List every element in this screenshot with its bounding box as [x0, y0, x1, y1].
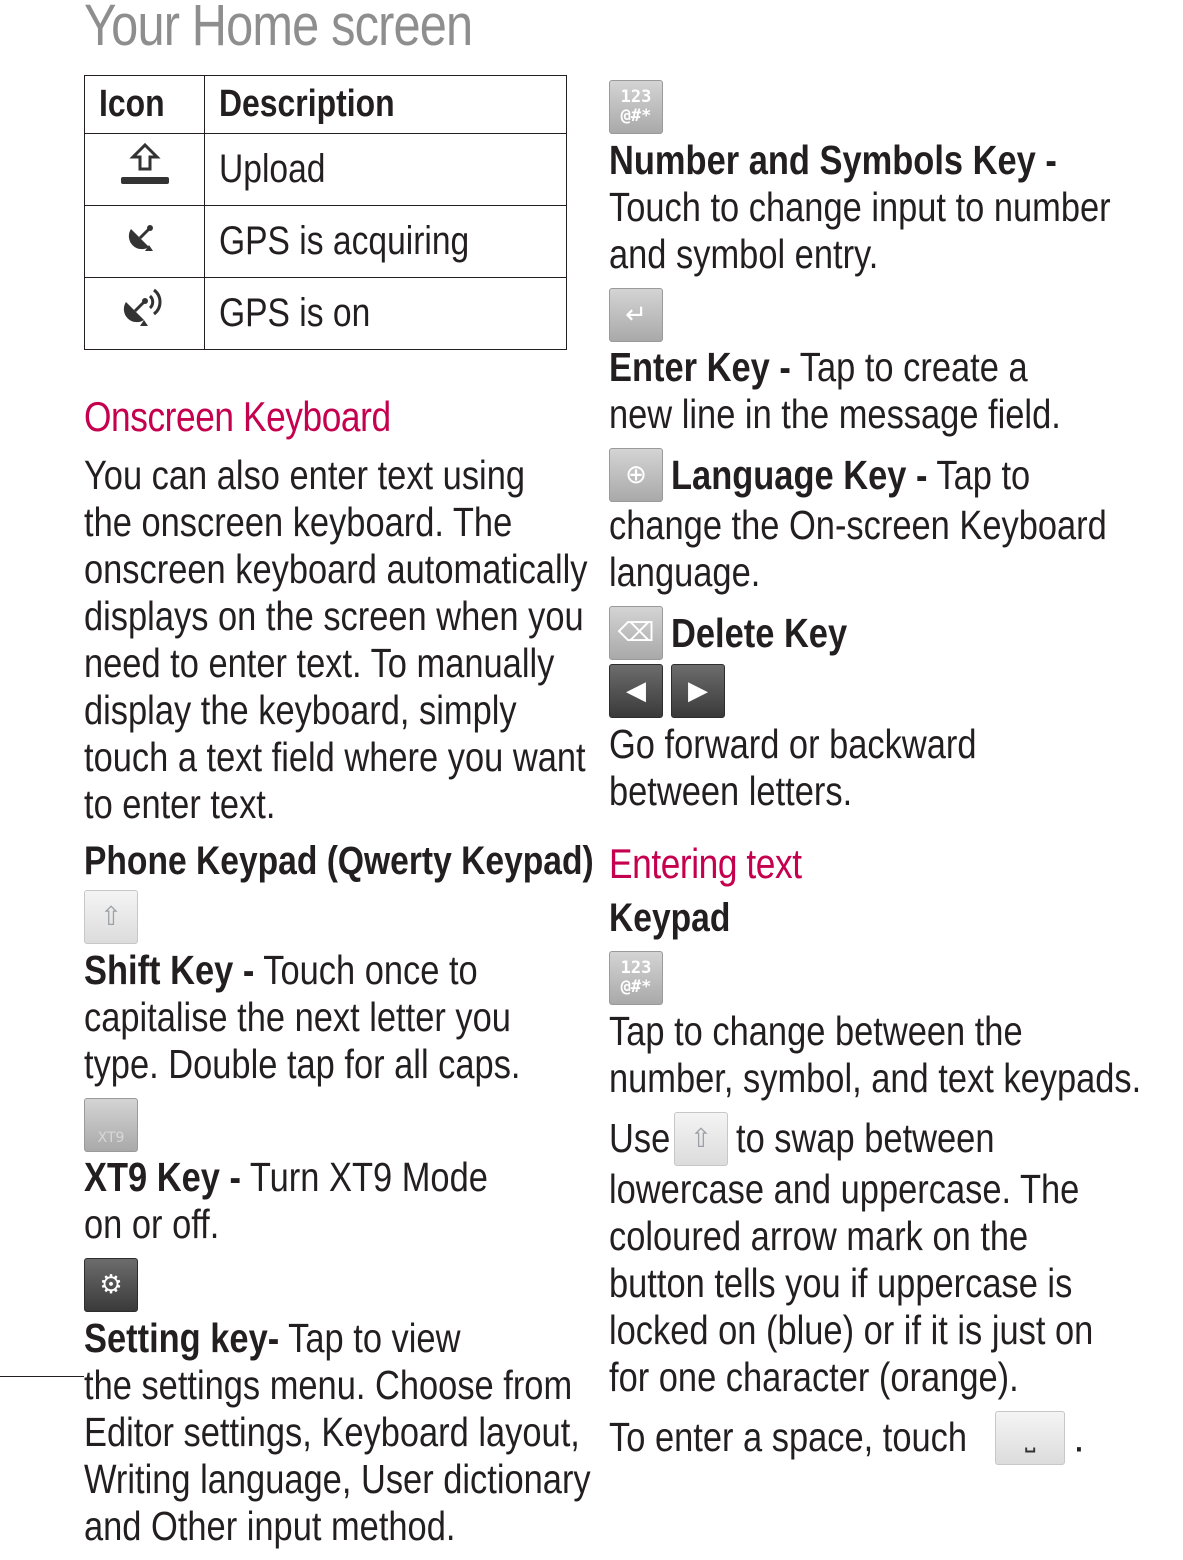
- table-header-icon: Icon: [85, 76, 205, 134]
- gear-icon: ⚙: [84, 1258, 138, 1312]
- icon-table: [84, 75, 567, 350]
- language-key-item: ⊕ Language Key - Tap to change the On-screen Keyboard language.: [609, 448, 1109, 596]
- number-symbols-key-icon: 123 @#*: [609, 80, 663, 134]
- phone-keypad-heading: Phone Keypad (Qwerty Keypad): [84, 839, 594, 883]
- table-header-row: [85, 76, 567, 134]
- delete-key-icon: ⌫: [609, 606, 663, 660]
- keypad-heading: Keypad: [609, 896, 731, 941]
- globe-icon: ⊕: [609, 448, 663, 502]
- shift-key-icon: ⇧: [84, 890, 138, 944]
- entering-text-heading: Entering text: [609, 840, 802, 888]
- footer-rule: [0, 1376, 84, 1377]
- enter-key-item: ↵ Enter Key - Tap to create a new line in the message field.: [609, 288, 1109, 439]
- upload-icon: [117, 141, 173, 189]
- number-symbols-key-item: 123 @#* Number and Symbols Key - Touch to change input to number and symbol entry.: [609, 80, 1109, 278]
- shift-usage-item: Use ⇧ to swap between lowercase and uppercase. The coloured arrow mark on the button tells you if uppercase is locked on (blue) or if it is just on for one character (orange).: [609, 1112, 1109, 1401]
- enter-key-icon: ↵: [609, 288, 663, 342]
- number-symbols-key-icon: 123 @#*: [609, 951, 663, 1005]
- arrow-right-icon: ▶: [671, 664, 725, 718]
- onscreen-keyboard-heading: Onscreen Keyboard: [84, 393, 391, 440]
- table-row: Upload: [85, 134, 567, 206]
- shift-key-item: ⇧ Shift Key - Touch once to capitalise the next letter you type. Double tap for all caps.: [84, 890, 574, 1088]
- space-key-icon: ⎵: [995, 1411, 1065, 1465]
- right-column: [609, 80, 1142, 1475]
- intro-paragraph: You can also enter text using the onscreen keyboard. The onscreen keyboard automatically displays on the screen when you need to enter text. To manually display the keyboard, simply touch a text field where you want to enter text.: [84, 452, 588, 827]
- page-title: Your Home screen: [84, 0, 473, 58]
- table-row: GPS is on: [85, 278, 567, 350]
- setting-key-item: ⚙ Setting key- Tap to view the settings menu. Choose from Editor settings, Keyboard layout, Writing language, User dictionary and Other input method.: [84, 1258, 574, 1550]
- shift-key-icon: ⇧: [674, 1112, 728, 1166]
- gps-on-icon: [120, 286, 170, 332]
- nav-keys-item: ◀ ▶ Go forward or backward between letters.: [609, 664, 1109, 815]
- table-header-description: Description: [205, 76, 567, 134]
- gps-acquiring-icon: [125, 217, 165, 257]
- xt9-key-item: XT9 XT9 Key - Turn XT9 Mode on or off.: [84, 1098, 574, 1249]
- table-row: GPS is acquiring: [85, 206, 567, 278]
- xt9-key-icon: XT9: [84, 1098, 138, 1152]
- arrow-left-icon: ◀: [609, 664, 663, 718]
- left-column: [84, 388, 594, 1560]
- delete-key-item: ⌫ Delete Key: [609, 606, 1109, 660]
- keypad-item: 123 @#* Tap to change between the number, symbol, and text keypads.: [609, 951, 1109, 1102]
- space-item: To enter a space, touch ⎵ .: [609, 1411, 1109, 1465]
